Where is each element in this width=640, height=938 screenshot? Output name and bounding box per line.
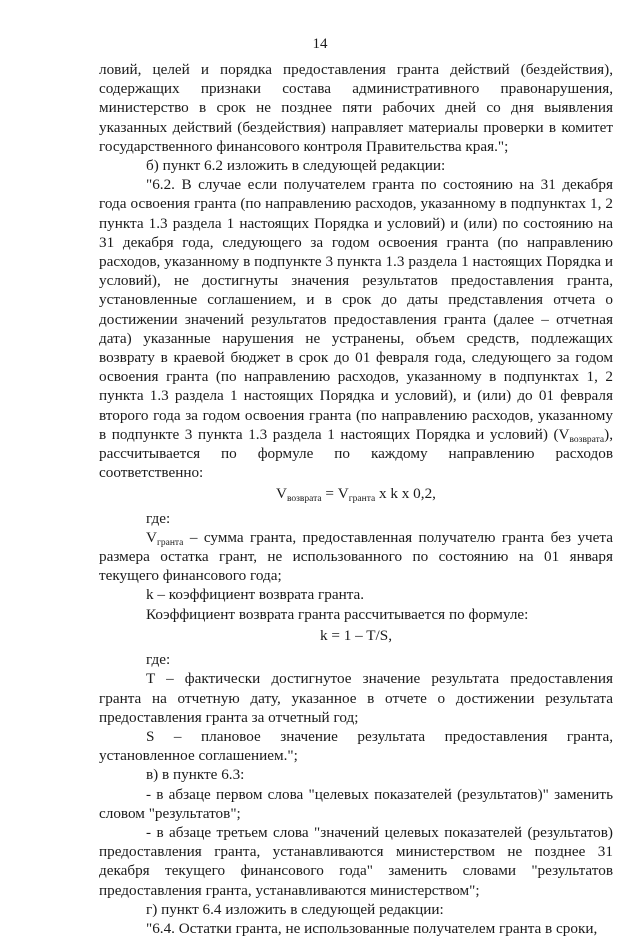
formula-v-return: V [276, 485, 287, 503]
formula-tail: x k x 0,2, [375, 485, 436, 503]
paragraph-6-2 [99, 175, 613, 482]
page-number: 14 [312, 36, 328, 52]
paragraph-item-g: г) пункт 6.4 изложить в следующей редакции: [146, 900, 444, 918]
paragraph-item-b: б) пункт 6.2 изложить в следующей редакции: [146, 157, 446, 175]
formula-return-volume [99, 484, 613, 503]
paragraph-item-v-1: - в абзаце первом слова "целевых показателей (результатов)" заменить словом "результатов"; [99, 785, 613, 822]
definition-v-text: – сумма гранта, предоставленная получателю гранта без учета размера остатка грант, не использованного по состоянию на 01 января текущего финансового года; [99, 528, 613, 585]
definition-s: S – плановое значение результата предоставления гранта, установленное соглашением."; [99, 727, 613, 765]
definition-v-sub: гранта [156, 537, 184, 548]
formula-sub-return: возврата [287, 494, 322, 505]
paragraph-continuation: ловий, целей и порядка предоставления гранта действий (бездействия), содержащих признаки состава административного правонарушения, министерство в срок не позднее пяти рабочих дней со дня выявления указанных действий (бездействия) направляет материалы проверки в комитет государственного финансового контроля Правительства края."; [99, 61, 613, 155]
k-formula-intro: Коэффициент возврата гранта рассчитывается по формуле: [146, 605, 529, 623]
formula-v-grant: V [337, 485, 349, 503]
paragraph-6-2-tail: ), рассчитывается по формуле по каждому направлению расходов соответственно: [99, 425, 613, 482]
paragraph-item-v-2: - в абзаце третьем слова "значений целевых показателей (результатов) предоставления гранта, устанавливаются министерством не позднее 31 декабря текущего финансового года" заменить словами "результатов предоставления гранта, устанавливаются министерством"; [99, 823, 613, 899]
formula-equals: = [321, 485, 338, 503]
definition-v-grant [99, 528, 613, 586]
formula-sub-grant: гранта [348, 494, 376, 505]
where-label: где: [146, 509, 171, 527]
paragraph-6-2-text: "6.2. В случае если получателем гранта по состоянию на 31 декабря года освоения гранта (по направлению расходов, указанному в подпунктах 1, 2 пункта 1.3 раздела 1 настоящих Порядка и условий) и (или) по состоянию на 31 декабря года, следующего за годом освоения гранта (по направлению расходов, указанному в подпункте 3 пункта 1.3 раздела 1 настоящих Порядка и условий), не достигнуты значения результатов предоставления гранта, установленные соглашением, и в срок до даты представления отчета о достижении значений результатов предоставления гранта (далее – отчетная дата) указанные нарушения не устранены, объем средств, подлежащих возврату в краевой бюджет в срок до 01 февраля года, следующего за годом освоения гранта (по направлению расходов, указанному в подпунктах 1, 2 пункта 1.3 раздела 1 настоящих Порядка и условий), и (или) до 01 февраля второго года за годом освоения гранта (по направлению расходов, указанному в подпункте 3 пункта 1.3 раздела 1 настоящих Порядка и условий) (V [99, 176, 613, 443]
definition-v-symbol: V [146, 528, 157, 546]
definition-k: k – коэффициент возврата гранта. [146, 586, 365, 604]
subscript-return: возврата [569, 434, 605, 445]
paragraph-item-v: в) в пункте 6.3: [146, 766, 245, 784]
paragraph-6-4: "6.4. Остатки гранта, не использованные получателем гранта в сроки, [146, 919, 598, 937]
where-label-2: где: [146, 651, 171, 669]
definition-t: T – фактически достигнутое значение результата предоставления гранта на отчетную дату, указанное в отчете о достижении результата предоставления гранта за отчетный год; [99, 670, 613, 726]
document-body [99, 60, 613, 938]
formula-k: k = 1 – T/S, [320, 626, 392, 644]
